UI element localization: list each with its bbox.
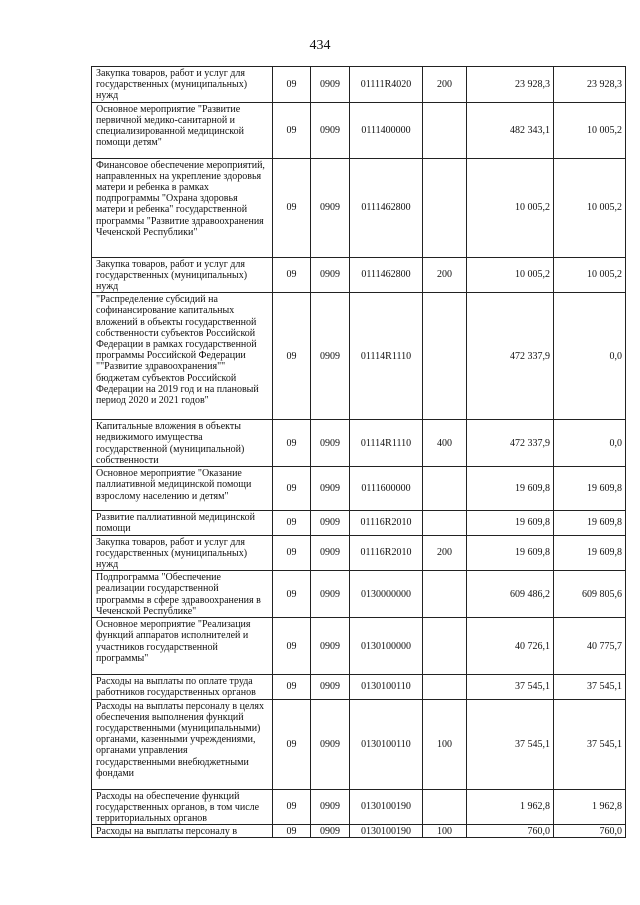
table-row [92,789,626,825]
table-row [92,699,626,789]
cell-sum2: 0,0 [554,293,626,420]
cell-rz: 09 [273,158,311,257]
table-row [92,293,626,420]
cell-cs: 0130100190 [350,825,423,838]
cell-pr: 0909 [311,825,350,838]
cell-name: Расходы на обеспечение функций государственных органов, в том числе территориальных органов [92,789,273,825]
table-row [92,102,626,158]
cell-cs: 0130100110 [350,675,423,699]
cell-pr: 0909 [311,102,350,158]
cell-vr [423,293,467,420]
cell-sum2: 40 775,7 [554,618,626,675]
cell-vr [423,511,467,535]
cell-pr: 0909 [311,293,350,420]
budget-table [91,66,626,838]
table-row [92,67,626,103]
table-row [92,467,626,511]
cell-pr: 0909 [311,571,350,618]
cell-pr: 0909 [311,467,350,511]
cell-sum2: 10 005,2 [554,158,626,257]
cell-vr [423,789,467,825]
cell-name: Подпрограмма "Обеспечение реализации государственной программы в сфере здравоохранения в Чеченской Республике" [92,571,273,618]
cell-name: Закупка товаров, работ и услуг для государственных (муниципальных) нужд [92,257,273,293]
cell-sum1: 37 545,1 [467,699,554,789]
cell-cs: 01114R1110 [350,293,423,420]
cell-name: Развитие паллиативной медицинской помощи [92,511,273,535]
table-row [92,257,626,293]
cell-sum2: 10 005,2 [554,257,626,293]
cell-name: Финансовое обеспечение мероприятий, направленных на укрепление здоровья матери и ребенка в рамках подпрограммы "Охрана здоровья матери и ребенка" государственной программы "Развитие здравоохранения Чеченской Республики" [92,158,273,257]
cell-name: Расходы на выплаты по оплате труда работников государственных органов [92,675,273,699]
cell-sum1: 37 545,1 [467,675,554,699]
cell-rz: 09 [273,467,311,511]
cell-cs: 0130100000 [350,618,423,675]
cell-name: Закупка товаров, работ и услуг для государственных (муниципальных) нужд [92,535,273,571]
cell-pr: 0909 [311,789,350,825]
cell-sum2: 609 805,6 [554,571,626,618]
cell-rz: 09 [273,789,311,825]
table-row [92,158,626,257]
cell-sum2: 1 962,8 [554,789,626,825]
budget-table-body [92,67,626,838]
cell-sum1: 10 005,2 [467,158,554,257]
table-row [92,675,626,699]
cell-vr [423,571,467,618]
cell-sum2: 19 609,8 [554,535,626,571]
cell-vr [423,618,467,675]
table-row [92,535,626,571]
cell-sum1: 19 609,8 [467,511,554,535]
cell-cs: 0130100190 [350,789,423,825]
cell-name: Расходы на выплаты персоналу в [92,825,273,838]
cell-pr: 0909 [311,618,350,675]
table-row [92,511,626,535]
cell-pr: 0909 [311,699,350,789]
cell-pr: 0909 [311,675,350,699]
cell-cs: 0130100110 [350,699,423,789]
cell-cs: 0111462800 [350,257,423,293]
cell-name: "Распределение субсидий на софинансирование капитальных вложений в объекты государственной собственности субъектов Российской Федерации в рамках государственной программы Российской Федерации ""Развитие здравоохранения"" бюджетам субъектов Российской Федерации на 2019 год и на плановый период 2020 и 2021 годов" [92,293,273,420]
table-row [92,420,626,467]
cell-rz: 09 [273,618,311,675]
cell-vr: 100 [423,825,467,838]
cell-sum1: 482 343,1 [467,102,554,158]
cell-pr: 0909 [311,420,350,467]
cell-name: Расходы на выплаты персоналу в целях обеспечения выполнения функций государственными (муниципальными) органами, казенными учреждениями, органами управления государственными внебюджетными фондами [92,699,273,789]
cell-pr: 0909 [311,511,350,535]
table-row [92,618,626,675]
cell-pr: 0909 [311,67,350,103]
cell-pr: 0909 [311,257,350,293]
cell-sum1: 472 337,9 [467,293,554,420]
cell-rz: 09 [273,67,311,103]
cell-vr: 400 [423,420,467,467]
table-row [92,825,626,838]
cell-rz: 09 [273,511,311,535]
cell-cs: 01111R4020 [350,67,423,103]
cell-rz: 09 [273,257,311,293]
cell-name: Капитальные вложения в объекты недвижимого имущества государственной (муниципальной) собственности [92,420,273,467]
cell-sum2: 19 609,8 [554,467,626,511]
cell-name: Основное мероприятие "Реализация функций аппаратов исполнителей и участников государственной программы" [92,618,273,675]
cell-sum2: 19 609,8 [554,511,626,535]
cell-rz: 09 [273,571,311,618]
cell-rz: 09 [273,825,311,838]
cell-sum2: 23 928,3 [554,67,626,103]
cell-name: Основное мероприятие "Развитие первичной медико-санитарной и специализированной медицинской помощи детям" [92,102,273,158]
cell-rz: 09 [273,535,311,571]
cell-sum2: 37 545,1 [554,699,626,789]
cell-sum1: 40 726,1 [467,618,554,675]
cell-rz: 09 [273,102,311,158]
cell-vr [423,467,467,511]
cell-rz: 09 [273,420,311,467]
cell-vr [423,158,467,257]
cell-sum1: 760,0 [467,825,554,838]
cell-vr: 200 [423,67,467,103]
cell-vr [423,102,467,158]
cell-sum2: 10 005,2 [554,102,626,158]
cell-sum1: 10 005,2 [467,257,554,293]
cell-rz: 09 [273,293,311,420]
cell-rz: 09 [273,675,311,699]
cell-name: Закупка товаров, работ и услуг для государственных (муниципальных) нужд [92,67,273,103]
cell-cs: 01116R2010 [350,511,423,535]
cell-sum1: 19 609,8 [467,535,554,571]
cell-cs: 0111600000 [350,467,423,511]
cell-sum1: 23 928,3 [467,67,554,103]
cell-pr: 0909 [311,535,350,571]
cell-cs: 0130000000 [350,571,423,618]
cell-sum2: 760,0 [554,825,626,838]
cell-rz: 09 [273,699,311,789]
cell-vr: 200 [423,535,467,571]
table-row [92,571,626,618]
cell-cs: 01116R2010 [350,535,423,571]
cell-sum1: 19 609,8 [467,467,554,511]
cell-sum1: 472 337,9 [467,420,554,467]
page-number: 434 [309,38,331,53]
cell-cs: 0111400000 [350,102,423,158]
cell-cs: 01114R1110 [350,420,423,467]
cell-sum1: 1 962,8 [467,789,554,825]
cell-vr: 100 [423,699,467,789]
cell-pr: 0909 [311,158,350,257]
cell-vr [423,675,467,699]
cell-sum2: 0,0 [554,420,626,467]
cell-name: Основное мероприятие "Оказание паллиативной медицинской помощи взрослому населению и детям" [92,467,273,511]
cell-vr: 200 [423,257,467,293]
cell-cs: 0111462800 [350,158,423,257]
cell-sum1: 609 486,2 [467,571,554,618]
cell-sum2: 37 545,1 [554,675,626,699]
